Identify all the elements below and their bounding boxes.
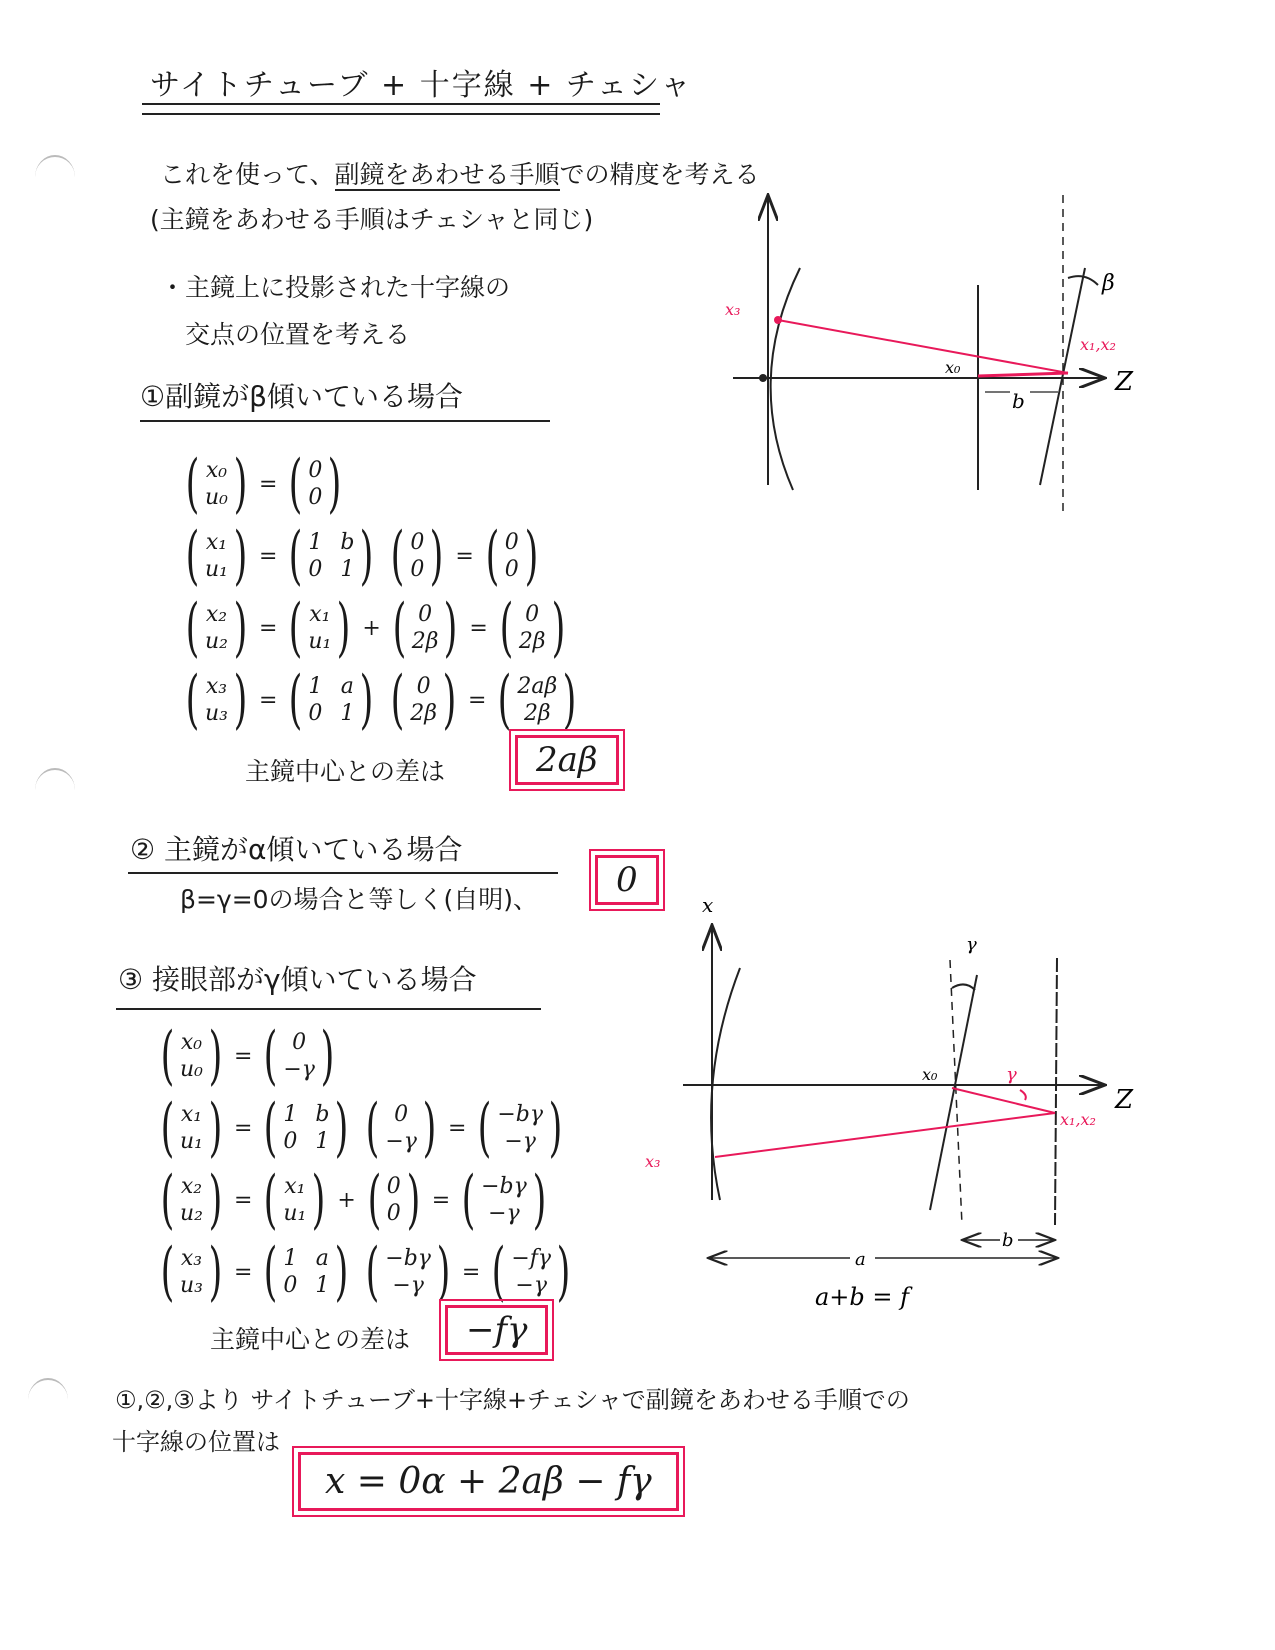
matrix-cell: 2β bbox=[523, 701, 551, 726]
right-paren: ) bbox=[208, 1235, 223, 1309]
right-paren: ) bbox=[524, 519, 539, 593]
matrix-cell: 2β bbox=[411, 629, 439, 654]
matrix-cell: x₂ bbox=[205, 602, 228, 627]
right-paren: ) bbox=[208, 1019, 223, 1093]
right-paren: ) bbox=[233, 663, 248, 737]
right-paren: ) bbox=[442, 663, 457, 737]
matrix-cell: u₀ bbox=[204, 485, 228, 510]
matrix-cell: 0 bbox=[283, 1273, 298, 1298]
red-ray bbox=[978, 373, 1068, 376]
label-x1-x2: x₁,x₂ bbox=[1080, 335, 1116, 354]
matrix-cell: x₁ bbox=[309, 602, 331, 627]
matrix-cell: 0 bbox=[283, 1129, 298, 1154]
matrix-cell: −bγ bbox=[497, 1102, 544, 1127]
left-paren: ( bbox=[367, 1163, 382, 1237]
right-paren: ) bbox=[406, 1163, 421, 1237]
left-paren: ( bbox=[160, 1163, 175, 1237]
section-1-heading: ①副鏡がβ傾いている場合 bbox=[140, 380, 463, 413]
matrix-cell: 1 bbox=[315, 1273, 330, 1298]
matrix-cell: 0 bbox=[418, 602, 433, 627]
matrix-cell: x₃ bbox=[205, 674, 228, 699]
label-x3: x₃ bbox=[725, 300, 741, 319]
right-paren: ) bbox=[436, 1235, 451, 1309]
operator: = bbox=[455, 543, 474, 569]
left-paren: ( bbox=[392, 591, 407, 665]
right-paren: ) bbox=[208, 1163, 223, 1237]
left-paren: ( bbox=[185, 591, 200, 665]
matrix-cell: x₁ bbox=[180, 1102, 203, 1127]
left-paren: ( bbox=[263, 1019, 278, 1093]
dashed-reference bbox=[950, 960, 962, 1225]
matrix-cell: 0 bbox=[410, 557, 425, 582]
matrix-cell: 1 bbox=[283, 1246, 298, 1271]
gamma-angle-arc bbox=[952, 984, 975, 990]
right-paren: ) bbox=[320, 1019, 335, 1093]
left-paren: ( bbox=[263, 1235, 278, 1309]
matrix-cell: 0 bbox=[394, 1102, 409, 1127]
bullet-line-1: ・主鏡上に投影された十字線の bbox=[160, 273, 511, 302]
red-ray bbox=[715, 1113, 1055, 1157]
right-paren: ) bbox=[233, 591, 248, 665]
label-x1-x2: x₁,x₂ bbox=[1060, 1110, 1096, 1129]
label-z: Z bbox=[1115, 367, 1134, 397]
matrix-cell: x₀ bbox=[205, 458, 228, 483]
diagram-gamma bbox=[683, 925, 1105, 1258]
section-2-text: β=γ=0の場合と等しく(自明)、 bbox=[180, 885, 539, 914]
matrix-cell: x₂ bbox=[180, 1174, 203, 1199]
left-paren: ( bbox=[185, 663, 200, 737]
intro-text: これを使って、 bbox=[160, 160, 335, 189]
operator: = bbox=[258, 543, 278, 569]
right-paren: ) bbox=[336, 591, 351, 665]
matrix-cell: 2aβ bbox=[517, 674, 558, 699]
intro-underlined: 副鏡をあわせる手順 bbox=[334, 160, 560, 189]
matrix-cell: 0 bbox=[308, 485, 323, 510]
matrix-cell: 1 bbox=[308, 530, 323, 555]
matrix-cell: 0 bbox=[386, 1174, 401, 1199]
matrix-cell: x₁ bbox=[205, 530, 228, 555]
right-paren: ) bbox=[327, 447, 342, 521]
matrix-cell: 0 bbox=[292, 1030, 307, 1055]
right-paren: ) bbox=[551, 591, 565, 665]
right-paren: ) bbox=[444, 591, 458, 665]
origin-point bbox=[759, 374, 767, 382]
matrix-cell: 1 bbox=[283, 1102, 298, 1127]
intro-line-2: (主鏡をあわせる手順はチェシャと同じ) bbox=[150, 205, 594, 234]
left-paren: ( bbox=[390, 663, 405, 737]
point-x3 bbox=[774, 316, 782, 324]
matrix-cell: 0 bbox=[410, 530, 425, 555]
left-paren: ( bbox=[485, 519, 500, 593]
red-ray bbox=[952, 1088, 1055, 1113]
right-paren: ) bbox=[233, 447, 248, 521]
section-2-heading: ② 主鏡がα傾いている場合 bbox=[130, 833, 463, 866]
label-a: a bbox=[855, 1249, 866, 1270]
operator: = bbox=[258, 615, 278, 641]
matrix-cell: u₁ bbox=[283, 1201, 307, 1226]
right-paren: ) bbox=[548, 1091, 563, 1165]
matrix-cell: 1 bbox=[315, 1129, 330, 1154]
matrix-cell: 2β bbox=[518, 629, 546, 654]
section-1-result-box: 2aβ bbox=[515, 735, 619, 785]
section-3-result-label: 主鏡中心との差は bbox=[210, 1325, 411, 1354]
right-paren: ) bbox=[360, 519, 374, 593]
operator: = bbox=[447, 1115, 467, 1141]
left-paren: ( bbox=[160, 1235, 175, 1309]
operator: = bbox=[461, 1259, 481, 1285]
intro-text: での精度を考える bbox=[559, 160, 760, 189]
matrix-cell: −γ bbox=[283, 1057, 315, 1082]
label-z: Z bbox=[1115, 1085, 1134, 1115]
label-x3: x₃ bbox=[645, 1152, 661, 1171]
right-paren: ) bbox=[422, 1091, 437, 1165]
matrix-cell: u₀ bbox=[179, 1057, 203, 1082]
operator: = bbox=[233, 1259, 253, 1285]
matrix-cell: −γ bbox=[385, 1129, 417, 1154]
diagram-beta bbox=[733, 195, 1105, 515]
matrix-cell: u₁ bbox=[179, 1129, 203, 1154]
section-3-result-box: −fγ bbox=[445, 1305, 548, 1355]
final-formula-box: x = 0α + 2aβ − fγ bbox=[298, 1452, 679, 1511]
section-3-heading: ③ 接眼部がγ傾いている場合 bbox=[118, 963, 477, 996]
matrix-cell: −γ bbox=[488, 1201, 520, 1226]
matrix-cell: x₀ bbox=[180, 1030, 203, 1055]
left-paren: ( bbox=[288, 663, 303, 737]
operator: = bbox=[233, 1043, 253, 1069]
matrix-cell: 0 bbox=[416, 674, 431, 699]
matrix-cell: b bbox=[315, 1102, 330, 1127]
left-paren: ( bbox=[185, 519, 200, 593]
left-paren: ( bbox=[288, 519, 303, 593]
operator: + bbox=[362, 615, 381, 641]
left-paren: ( bbox=[498, 663, 512, 737]
page-title: サイトチューブ + 十字線 + チェシャ bbox=[150, 68, 693, 103]
right-paren: ) bbox=[334, 1235, 349, 1309]
matrix-cell: −γ bbox=[392, 1273, 424, 1298]
matrix-cell: u₂ bbox=[204, 629, 228, 654]
matrix-cell: a bbox=[340, 674, 354, 699]
left-paren: ( bbox=[185, 447, 200, 521]
conclusion-line-2: 十字線の位置は bbox=[112, 1428, 280, 1456]
left-paren: ( bbox=[160, 1091, 175, 1165]
right-paren: ) bbox=[335, 1091, 349, 1165]
matrix-cell: a bbox=[315, 1246, 329, 1271]
left-paren: ( bbox=[391, 519, 405, 593]
matrix-cell: 2β bbox=[410, 701, 437, 726]
conclusion-line-1: ①,②,③より サイトチューブ+十字線+チェシャで副鏡をあわせる手順での bbox=[115, 1386, 910, 1414]
matrix-cell: u₁ bbox=[204, 557, 228, 582]
label-beta: β bbox=[1102, 271, 1115, 296]
right-paren: ) bbox=[562, 663, 577, 737]
matrix-cell: 1 bbox=[340, 557, 355, 582]
left-paren: ( bbox=[160, 1019, 175, 1093]
matrix-cell: 1 bbox=[340, 701, 355, 726]
right-paren: ) bbox=[311, 1163, 326, 1237]
matrix-cell: 1 bbox=[308, 674, 323, 699]
left-paren: ( bbox=[288, 591, 303, 665]
operator: = bbox=[469, 615, 488, 641]
matrix-cell: u₃ bbox=[204, 701, 228, 726]
matrix-cell: u₁ bbox=[308, 629, 332, 654]
right-paren: ) bbox=[208, 1091, 223, 1165]
matrix-cell: −γ bbox=[515, 1273, 547, 1298]
label-x0: x₀ bbox=[922, 1065, 938, 1084]
operator: = bbox=[233, 1115, 253, 1141]
matrix-cell: 0 bbox=[308, 458, 323, 483]
left-paren: ( bbox=[263, 1163, 278, 1237]
right-paren: ) bbox=[359, 663, 374, 737]
matrix-cell: 0 bbox=[308, 557, 323, 582]
right-paren: ) bbox=[556, 1235, 571, 1309]
matrix-cell: x₁ bbox=[284, 1174, 306, 1199]
left-paren: ( bbox=[499, 591, 514, 665]
operator: = bbox=[431, 1187, 451, 1213]
matrix-cell: −bγ bbox=[385, 1246, 431, 1271]
right-paren: ) bbox=[532, 1163, 547, 1237]
relation-a-b-f: a+b = f bbox=[815, 1283, 910, 1311]
matrix-cell: −fγ bbox=[511, 1246, 552, 1271]
left-paren: ( bbox=[288, 447, 303, 521]
label-gamma: γ bbox=[966, 934, 977, 955]
operator: = bbox=[258, 471, 278, 497]
left-paren: ( bbox=[461, 1163, 476, 1237]
left-paren: ( bbox=[263, 1091, 278, 1165]
left-paren: ( bbox=[491, 1235, 506, 1309]
matrix-cell: u₃ bbox=[179, 1273, 203, 1298]
label-x-axis: x bbox=[702, 893, 714, 917]
operator: + bbox=[337, 1187, 356, 1213]
matrix-cell: 0 bbox=[386, 1201, 401, 1226]
label-x0: x₀ bbox=[945, 358, 961, 377]
operator: = bbox=[467, 687, 487, 713]
matrix-cell: u₂ bbox=[179, 1201, 203, 1226]
left-paren: ( bbox=[365, 1235, 380, 1309]
matrix-cell: −γ bbox=[504, 1129, 536, 1154]
right-paren: ) bbox=[429, 519, 444, 593]
matrix-cell: 0 bbox=[504, 557, 519, 582]
section-2-result-box: 0 bbox=[595, 855, 659, 905]
section-1-result-label: 主鏡中心との差は bbox=[245, 757, 446, 786]
matrix-cell: 0 bbox=[525, 602, 540, 627]
label-gamma-red: γ bbox=[1006, 1064, 1017, 1085]
label-b: b bbox=[1002, 1230, 1014, 1251]
matrix-cell: x₃ bbox=[180, 1246, 203, 1271]
left-paren: ( bbox=[477, 1091, 492, 1165]
matrix-cell: 0 bbox=[308, 701, 323, 726]
operator: = bbox=[233, 1187, 253, 1213]
bullet-line-2: 交点の位置を考える bbox=[185, 320, 411, 349]
matrix-cell: −bγ bbox=[481, 1174, 527, 1199]
right-paren: ) bbox=[233, 519, 248, 593]
red-ray bbox=[778, 320, 1068, 373]
matrix-cell: b bbox=[340, 530, 355, 555]
label-b: b bbox=[1012, 389, 1025, 413]
matrix-cell: 0 bbox=[504, 530, 519, 555]
operator: = bbox=[258, 687, 278, 713]
left-paren: ( bbox=[366, 1091, 380, 1165]
gamma-angle-arc bbox=[1020, 1090, 1026, 1100]
secondary-plane bbox=[1055, 958, 1057, 1225]
